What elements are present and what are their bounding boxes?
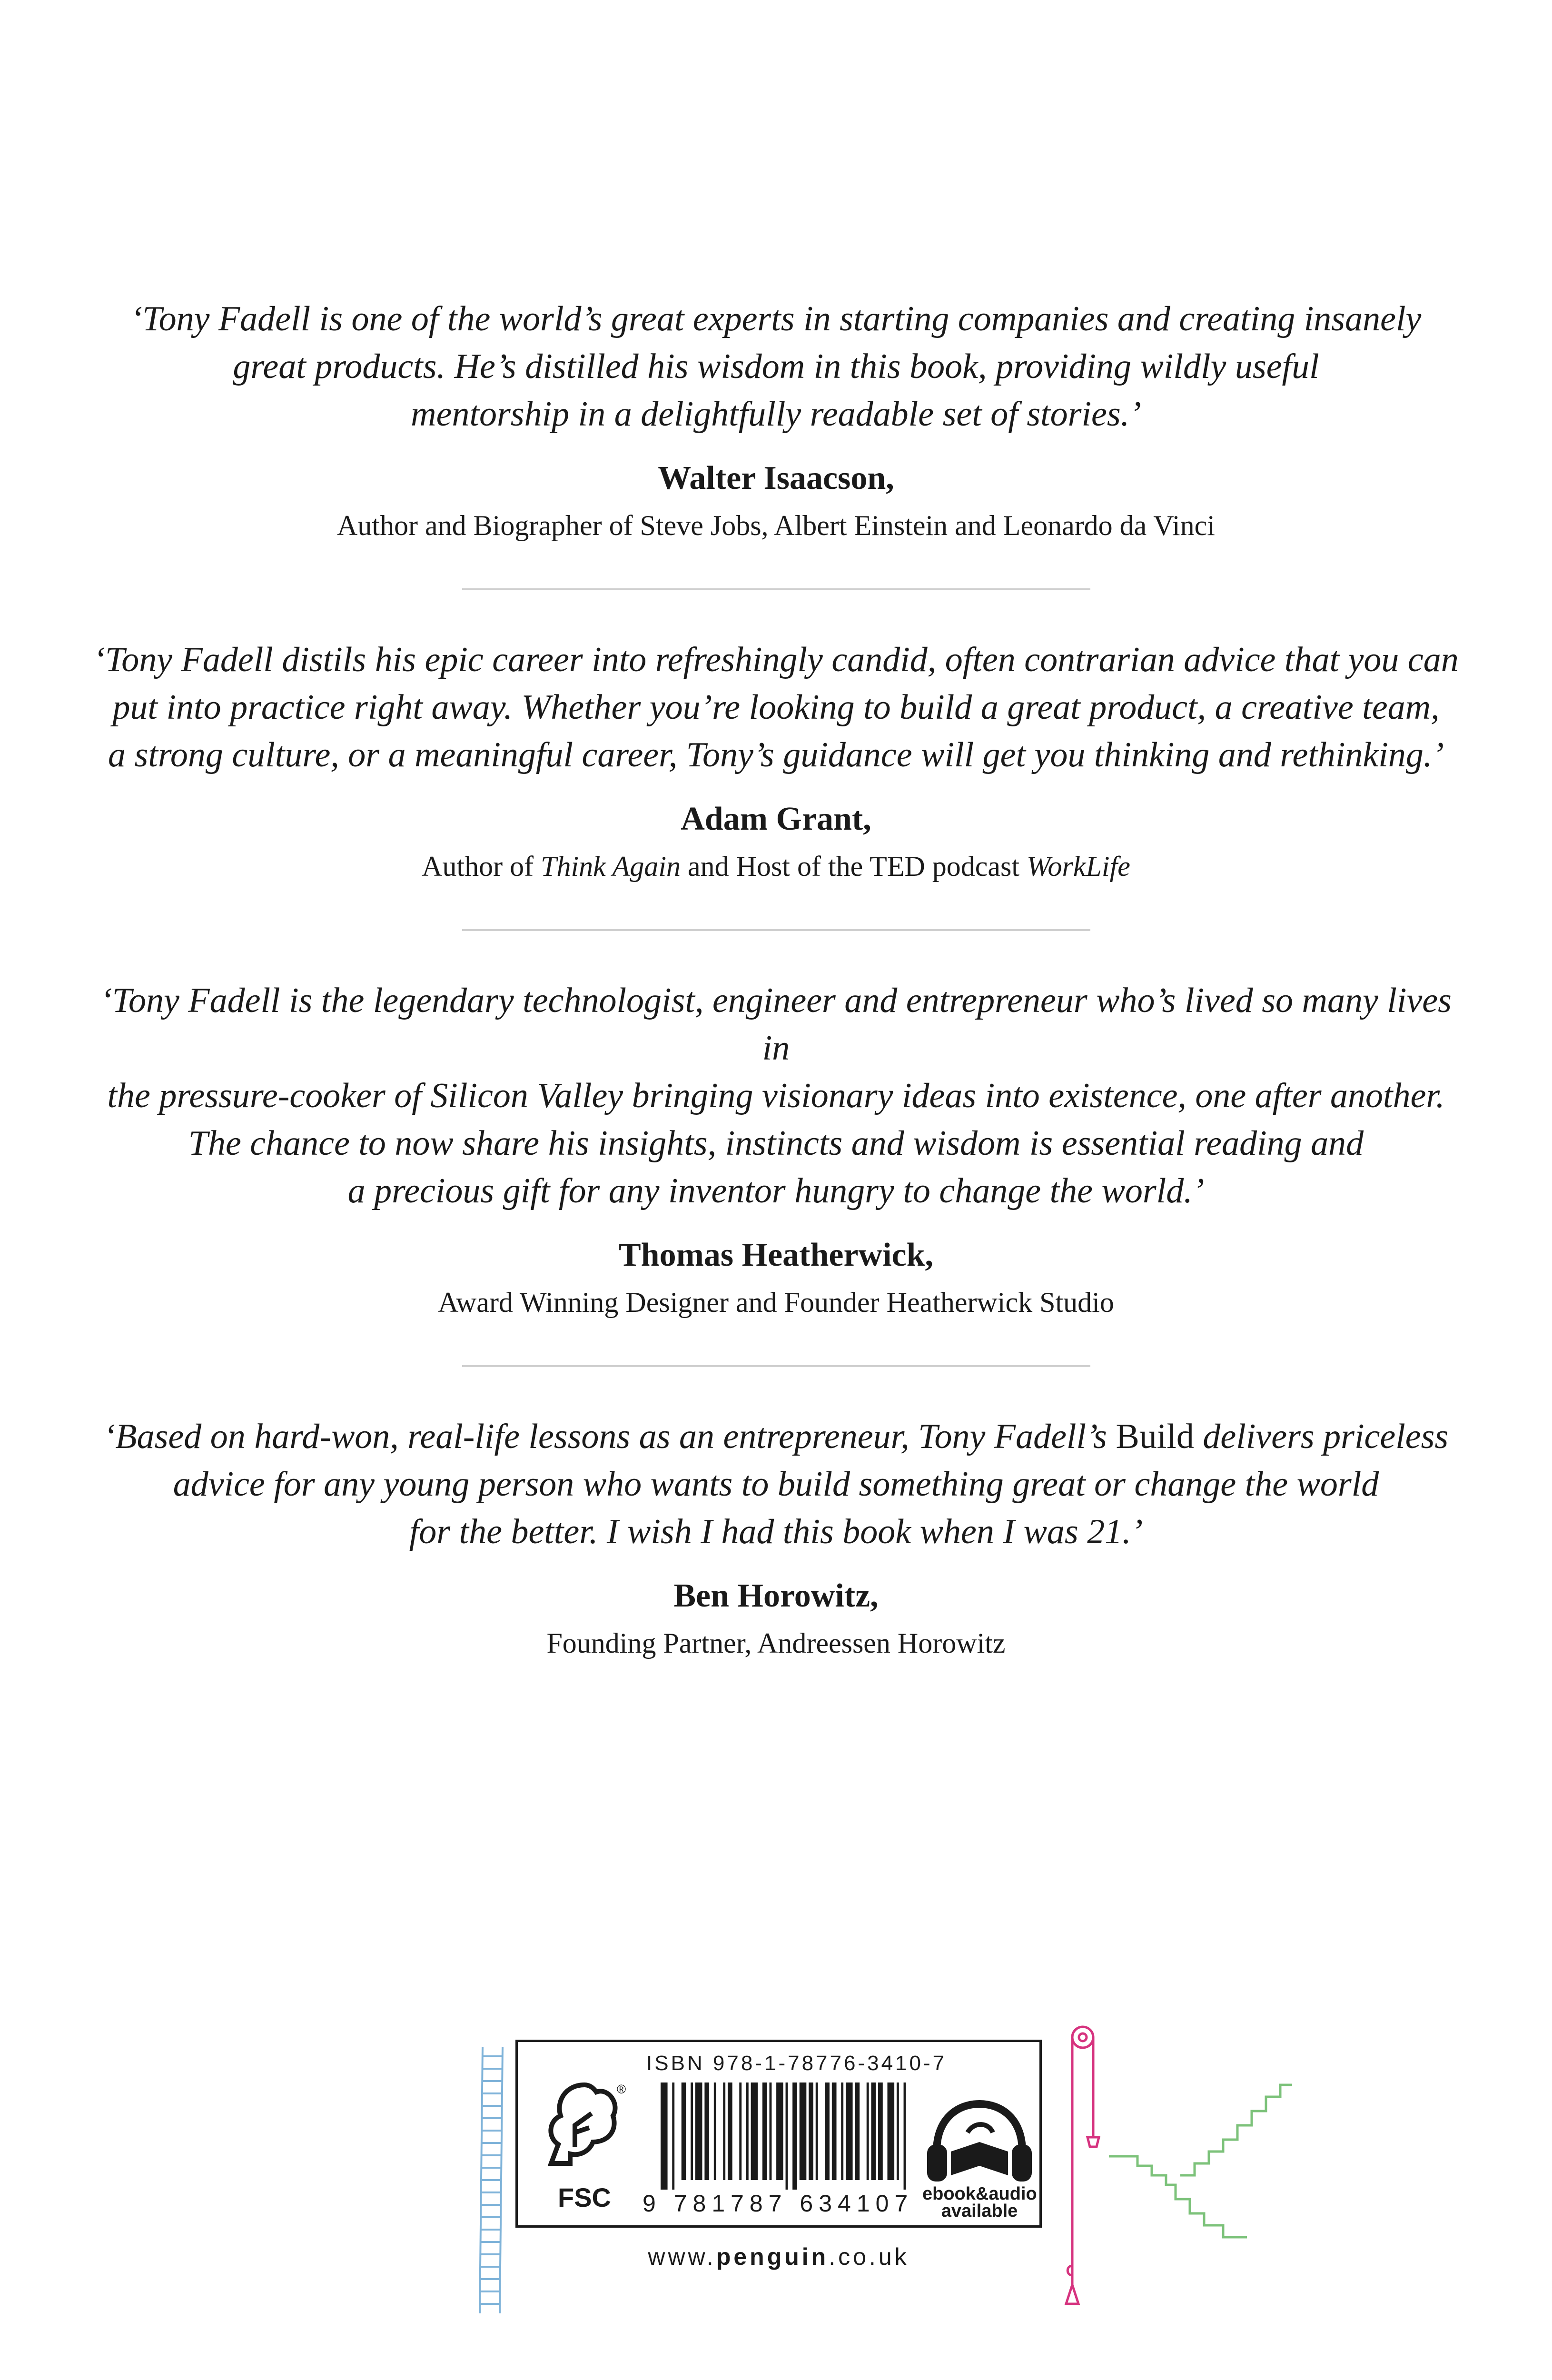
divider — [462, 929, 1090, 931]
barcode-bar — [770, 2082, 772, 2180]
registered-mark: ® — [617, 2082, 626, 2096]
blurb-heatherwick — [86, 977, 1466, 1322]
barcode-bar — [867, 2082, 869, 2180]
barcode-bar — [897, 2082, 899, 2180]
blurb-grant — [86, 636, 1466, 886]
barcode-bar — [691, 2082, 693, 2180]
author-name: Thomas Heatherwick, — [618, 1237, 934, 1273]
barcode-bar — [855, 2082, 860, 2180]
headphones-book-icon — [922, 2094, 1037, 2185]
author-role: Award Winning Designer and Founder Heatherwick Studio — [438, 1287, 1114, 1318]
fsc-tree-icon — [537, 2075, 632, 2190]
isbn-label: ISBN 978-1-78776-3410-7 — [646, 2052, 947, 2075]
barcode-bar — [762, 2082, 767, 2180]
barcode-bar — [776, 2082, 783, 2180]
author-name: Ben Horowitz, — [673, 1577, 879, 1614]
barcode-bar — [704, 2082, 709, 2180]
barcode-bars — [661, 2082, 913, 2190]
author-role: Founding Partner, Andreessen Horowitz — [546, 1627, 1006, 1659]
barcode-bar — [661, 2082, 668, 2190]
barcode-bar — [846, 2082, 853, 2180]
barcode-bar — [871, 2082, 876, 2180]
barcode-bar — [825, 2082, 830, 2180]
publisher-website[interactable]: www.penguin.co.uk — [648, 2243, 909, 2270]
barcode-bar — [832, 2082, 837, 2180]
divider — [462, 588, 1090, 590]
endorsements — [0, 295, 1552, 1663]
author-name: Walter Isaacson, — [658, 460, 894, 496]
barcode-bar — [746, 2082, 749, 2180]
barcode-bar — [816, 2082, 818, 2180]
barcode-bar — [695, 2082, 702, 2180]
author-name: Adam Grant, — [681, 801, 871, 837]
blurb-isaacson — [86, 295, 1466, 545]
divider — [462, 1365, 1090, 1367]
stairs-illustration — [1109, 2080, 1295, 2242]
quote-text: ‘Tony Fadell is one of the world’s great experts in starting companies and creating insanely great products. He’s distilled his wisdom in this book, providing wildly useful mentorship in a delightfully readable set of stories.’ — [130, 299, 1422, 434]
barcode-bar — [714, 2082, 716, 2180]
barcode-bar — [800, 2082, 807, 2180]
fsc-logo — [537, 2075, 632, 2212]
barcode-bar — [751, 2082, 758, 2180]
barcode-bar — [809, 2082, 813, 2180]
barcode-bar — [904, 2082, 906, 2190]
barcode-bar — [841, 2082, 843, 2180]
barcode-bar — [786, 2082, 788, 2190]
barcode-bar — [739, 2082, 741, 2180]
ebook-audio-badge — [922, 2094, 1037, 2223]
barcode-panel — [515, 2040, 1042, 2228]
ebook-label-available: available — [941, 2201, 1018, 2221]
barcode-bar — [878, 2082, 883, 2180]
quote-text: ‘Tony Fadell is the legendary technologist, engineer and entrepreneur who’s lived so many lives in the pressure-cooker of Silicon Valley bringing visionary ideas into existence, one after another. The chance to now share his insights, instincts and wisdom is essential reading and a precious gift for any inventor hungry to change the world.’ — [100, 981, 1452, 1210]
author-role: Author of Think Again and Host of the TED podcast WorkLife — [422, 851, 1130, 882]
author-role: Author and Biographer of Steve Jobs, Albert Einstein and Leonardo da Vinci — [337, 510, 1215, 541]
barcode-bar — [682, 2082, 686, 2180]
ebook-label: ebook&audio — [922, 2184, 1037, 2204]
quote-text: ‘Tony Fadell distils his epic career into refreshingly candid, often contrarian advice that you can put into practice right away. Whether you’re looking to build a great product, a creative team, a strong culture, or a meaningful career, Tony’s guidance will get you thinking and rethinking.’ — [93, 640, 1459, 774]
fsc-label: FSC — [558, 2182, 611, 2212]
barcode-bar — [792, 2082, 797, 2190]
quote-text: ‘Based on hard-won, real-life lessons as an entrepreneur, Tony Fadell’s Build delivers priceless advice for any young person who wants to build something great or change the world for the better. I wish I had this book when I was 21.’ — [103, 1417, 1449, 1551]
blurb-horowitz — [86, 1413, 1466, 1663]
barcode-bar — [728, 2082, 732, 2180]
pulley-illustration — [1061, 2018, 1104, 2313]
barcode-digits: 9 781787 634107 — [643, 2190, 914, 2217]
barcode-bar — [723, 2082, 725, 2180]
ladder-illustration — [476, 2047, 509, 2313]
barcode-bar — [672, 2082, 674, 2190]
barcode-bar — [888, 2082, 895, 2180]
